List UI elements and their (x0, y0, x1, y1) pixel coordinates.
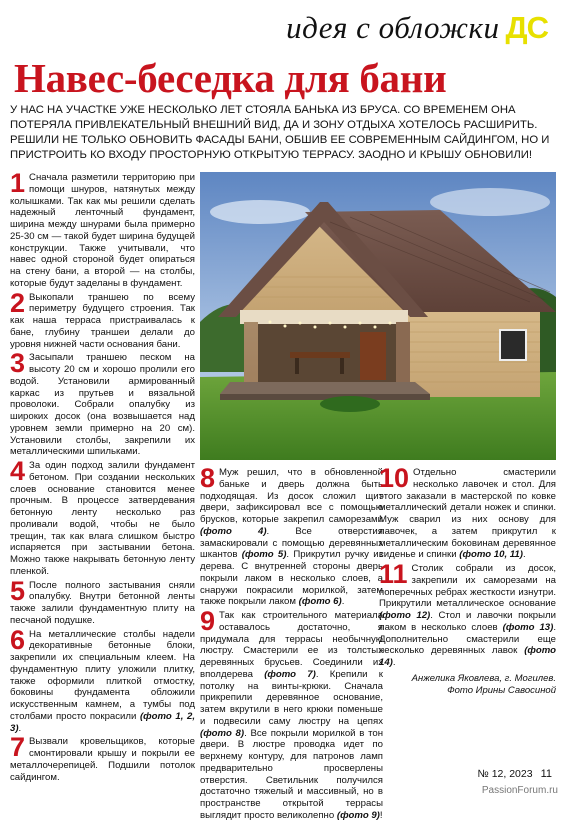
issue-number: № 12, 2023 (477, 768, 533, 780)
step-11 (379, 559, 556, 669)
photo-reference: (фото 10, 11) (459, 549, 523, 561)
step-end: . (522, 549, 526, 561)
step-text: Вызвали кровельщиков, которые смонтировали крышу и покрыли ее металлочерепицей. Подшили потолок сайдингом. (10, 736, 195, 783)
kicker-text: идея с обложки (286, 10, 500, 45)
step-text: Выкопали траншею по всему периметру будущего строения. Так как наша терраса пристраивалась к бане, глубину траншеи делали до уровня нижней части основания бани. (10, 291, 195, 350)
step-text: Муж решил, что в обновленной баньке и дверь должна быть подходящая. Из досок сложил щит двери, зафиксировал все с помощью брусков, которые закрепил саморезами (200, 467, 383, 525)
step-number: 2 (10, 287, 26, 318)
photo-reference: (фото 7) (264, 668, 316, 680)
photo-reference: (фото 6) (298, 596, 342, 608)
signature (379, 673, 556, 697)
step-7 (10, 732, 195, 783)
article-title: Навес-беседка для бани (14, 55, 447, 101)
step-text: . Все отверстия замаскировали с помощью деревянных шкантов (200, 525, 383, 561)
step-9 (200, 606, 383, 822)
photo-reference: (фото 1, 2, 3) (10, 710, 195, 734)
text-column-3 (379, 463, 556, 697)
text-column-2 (200, 463, 383, 824)
step-number: 1 (10, 168, 26, 198)
step-number: 11 (379, 559, 408, 589)
photo-credit: Фото Ирины Савосиной (447, 684, 556, 696)
step-8 (200, 463, 383, 608)
step-end: . (18, 722, 22, 734)
step-text: Так как строительного материала оставалось достаточно, я придумала для террасы необычную люстру. Смастерили ее из толстых деревянных брусьев. Соединили их вполдерева (200, 610, 383, 680)
text-column-1 (10, 168, 195, 785)
watermark: PassionForum.ru (481, 785, 558, 796)
step-text: Отдельно смастерили несколько лавочек и стол. Для этого заказали в мастерской по ковке металлический детали ножек и спинки. Муж сварил из них основу для лавочек, а затем прикрутил к металлическим боковинам деревянное сиденье и спинки (379, 467, 556, 561)
step-text: За один подход залили фундамент бетоном. При создании нескольких слоев основание становится менее прочным. В процессе затвердевания бетонную ленту несколько раз проливали водой, чтобы не было трещин, так как влага слишком быстро испаряется при застывании бетона. Можно также накрывать бетонную ленту пленкой. (10, 460, 195, 577)
step-text: . Крепили к потолку на винты-крюки. Сначала прикрепили деревянное основание, затем вкрутили в него крюки поменьше и подвесили саму люстру на цепях (200, 668, 383, 727)
step-number: 6 (10, 624, 26, 655)
step-text: . Стол и лавочки покрыли лаком в несколько слоев (379, 610, 556, 633)
photo-reference: (фото 13) (502, 621, 554, 633)
step-5 (10, 575, 195, 627)
step-text: . Дополнительно смастерили еще несколько деревянных лавок (379, 621, 556, 657)
step-4 (10, 456, 195, 578)
step-number: 9 (200, 606, 216, 636)
step-number: 8 (200, 463, 216, 493)
step-number: 3 (10, 348, 26, 379)
step-1 (10, 168, 195, 290)
author-credit: Анжелика Яковлева, г. Могилев. (411, 672, 556, 684)
step-text: На металлические столбы надели декоративные бетонные блоки, закрепили их специальным клеем. На фундаментную плиту уложили плитку, также оформили плиткой отмостку, боковины фундамента обложили искусственным камнем, а тумбы под столбами просто покрасили (10, 628, 195, 722)
page-number: 11 (540, 768, 552, 780)
step-number: 10 (379, 463, 410, 493)
step-text: Сначала разметили территорию при помощи шнуров, натянутых между колышками. Так как мы решили сделать надежный ленточный фундамент, ширина между шнурами была примерно 25-30 см — такой будет ширина будущей конструкции. Также учитывали, что навес одной стороной будет опираться на стену бани, а второй — на столбы, которые будут заделаны в фундамент. (10, 172, 195, 289)
step-text: . Прикрутил ручку из дерева. С внутренней стороны дверь покрыли лаком в несколько слоев, а снаружи покрасили морилкой, затем также покрыли лаком (200, 549, 383, 608)
step-number: 7 (10, 732, 26, 763)
step-text: . Все покрыли морилкой в тон двери. В люстре проводка идет по верхнему контуру, для патронов ламп предварительно просверлены отверстия. Светильник получился достаточно тяжелый и массивный, но в пространстве открытой террасы выглядит просто великолепно (200, 727, 383, 821)
step-2 (10, 287, 195, 351)
photo-reference: (фото 4) (200, 525, 267, 537)
magazine-logo: ДС (505, 10, 548, 45)
step-number: 5 (10, 575, 26, 606)
photo-reference: (фото 12) (379, 610, 431, 621)
page-footer (478, 768, 552, 780)
step-3 (10, 348, 195, 458)
article-lead: У НАС НА УЧАСТКЕ УЖЕ НЕСКОЛЬКО ЛЕТ СТОЯЛА БАНЬКА ИЗ БРУСА. СО ВРЕМЕНЕМ ОНА ПОТЕРЯЛА ПРИВЛЕКАТЕЛЬНЫЙ ВНЕШНИЙ ВИД, ДА И ЗОНУ ОТДЫХА ХОТЕЛОСЬ РАСШИРИТЬ. РЕШИЛИ НЕ ТОЛЬКО ОБНОВИТЬ ФАСАДЫ БАНИ, ОБШИВ ЕЕ СОВРЕМЕННЫМ САЙДИНГОМ, НО И ПРИСТРОИТЬ КО ВХОДУ ПРОСТОРНУЮ ОТКРЫТУЮ ТЕРРАСУ. ЗАОДНО И КРЫШУ ОБНОВИЛИ! (10, 104, 550, 161)
step-end: . (392, 657, 396, 668)
cover-photo (200, 172, 556, 460)
step-6 (10, 624, 195, 735)
step-number: 4 (10, 456, 26, 486)
photo-reference: (фото 8) (200, 727, 245, 739)
photo-reference: (фото 5) (241, 549, 287, 561)
photo-reference: (фото 14) (379, 645, 556, 668)
step-10 (379, 463, 556, 561)
step-text: После полного застывания сняли опалубку. Внутри бетонной ленты также залили фундаментную плиту на песчаной подушке. (10, 579, 195, 626)
photo-reference: (фото 9) (336, 809, 380, 821)
step-end: . (341, 596, 345, 608)
step-text: Столик собрали из досок, закрепили их саморезами на поперечных ребрах жесткости изнутри. Прикрутили металлическое основание (379, 563, 556, 610)
section-kicker (286, 10, 548, 46)
step-text: Засыпали траншею песком на высоту 20 см и хорошо пролили его водой. Установили армированный каркас из прутьев и вязальной проволоки. Собрали опалубку из широких досок (она возвышается над уровнем земли примерно на 20 см). Установили столбы, закрепили их металлическими шпильками. (10, 352, 195, 458)
step-end: ! (379, 809, 383, 821)
house-with-terrace-photo (200, 172, 556, 460)
